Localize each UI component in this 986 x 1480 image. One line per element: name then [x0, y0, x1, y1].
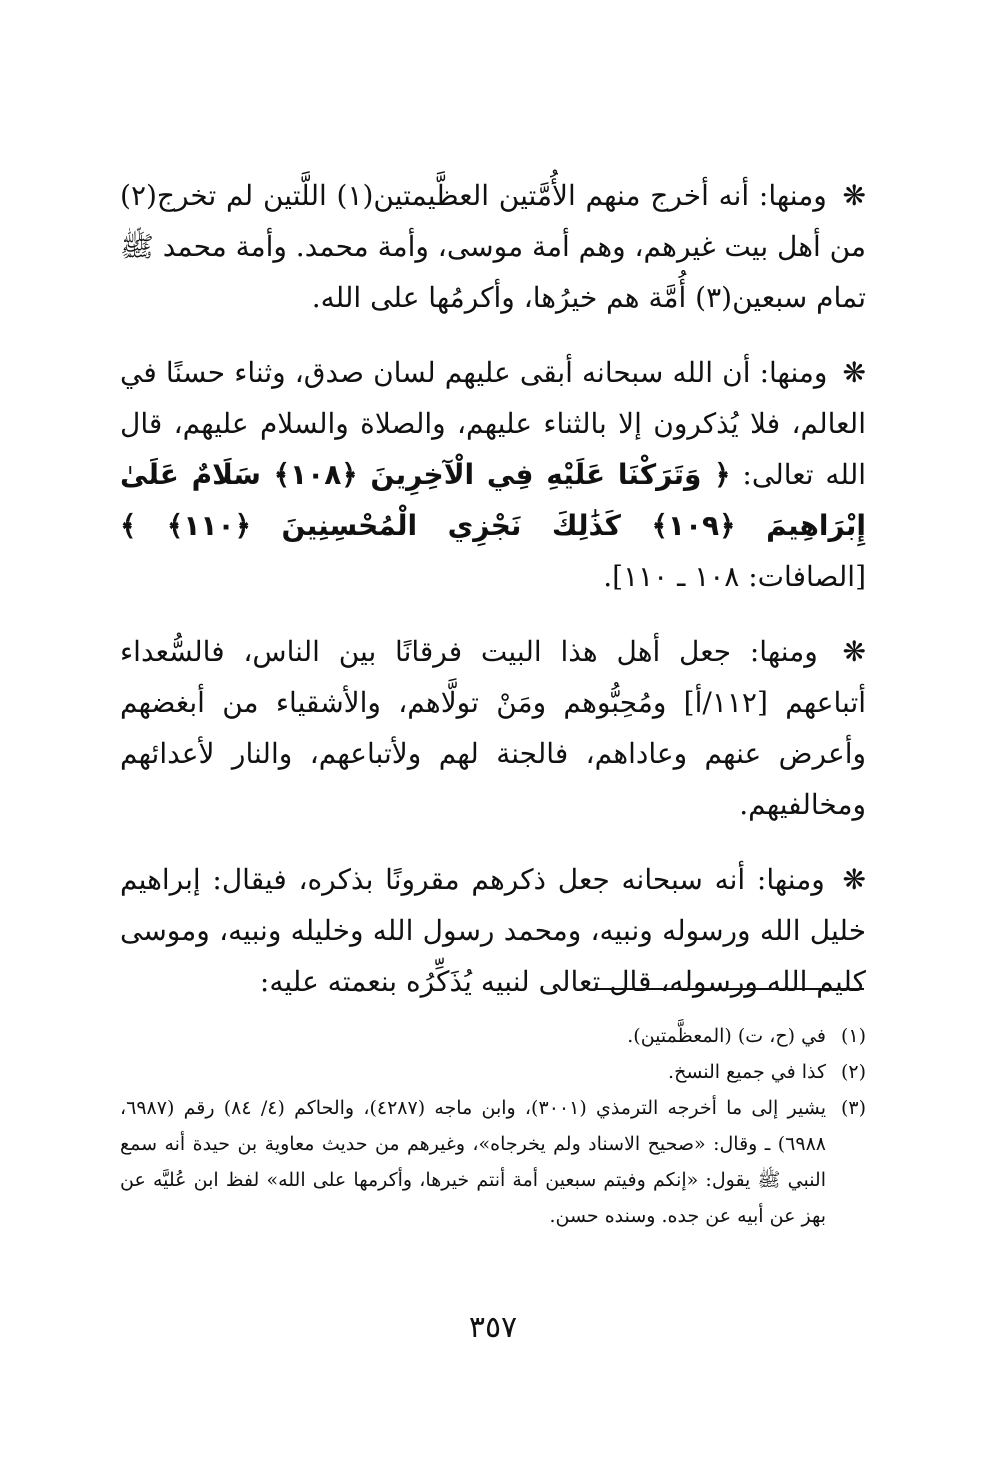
paragraph-4 [120, 854, 866, 1007]
quran-verse: ﴿ وَتَرَكْنَا عَلَيْهِ فِي الْآخِرِينَ ﴿١٠٨﴾ سَلَامٌ عَلَىٰ إِبْرَاهِيمَ ﴿١٠٩﴾ كَذَٰلِكَ نَجْزِي الْمُحْسِنِينَ ﴿١١٠﴾ ﴾ [120, 458, 866, 542]
paragraph-star-icon: ❋ [842, 179, 866, 212]
footnote-1 [120, 1018, 866, 1054]
paragraph-star-icon: ❋ [842, 863, 866, 896]
footnote-number: (٣) [840, 1097, 866, 1119]
footnote-divider [596, 988, 864, 990]
paragraph-star-icon: ❋ [842, 356, 866, 389]
paragraph-3 [120, 626, 866, 830]
footnote-3 [120, 1090, 866, 1234]
paragraph-text: ومنها: أنه سبحانه جعل ذكرهم مقرونًا بذكره، فيقال: إبراهيم خليل الله ورسوله ونبيه، ومحمد رسول الله وخليله ونبيه، وموسى كليم الله ورسوله، قال تعالى لنبيه يُذَكِّرُه بنعمته عليه: [120, 863, 866, 998]
paragraph-1 [120, 170, 866, 323]
footnote-2 [120, 1054, 866, 1090]
main-text [120, 170, 866, 1031]
paragraph-2 [120, 347, 866, 602]
paragraph-star-icon: ❋ [842, 635, 866, 668]
footnote-text: في (ح، ت) (المعظَّمتين). [627, 1025, 826, 1047]
verse-reference: [الصافات: ١٠٨ ـ ١١٠]. [603, 560, 866, 593]
footnote-number: (٢) [840, 1061, 866, 1083]
footnotes [120, 1018, 866, 1234]
footnote-number: (١) [840, 1025, 866, 1047]
footnote-text: كذا في جميع النسخ. [668, 1061, 826, 1083]
paragraph-text: ومنها: أنه أخرج منهم الأُمَّتين العظَّيمتين(١) اللَّتين لم تخرج(٢) من أهل بيت غيرهم، وهم أمة موسى، وأمة محمد. وأمة محمد ﷺ تمام سبعين(٣) أُمَّة هم خيرُها، وأكرمُها على الله. [120, 179, 866, 314]
page-number: ٣٥٧ [468, 1310, 518, 1345]
footnote-text: يشير إلى ما أخرجه الترمذي (٣٠٠١)، وابن ماجه (٤٢٨٧)، والحاكم (٤/ ٨٤) رقم (٦٩٨٧، ٦٩٨٨) ـ وقال: «صحيح الاسناد ولم يخرجاه»، وغيرهم من حديث معاوية بن حيدة أنه سمع النبي ﷺ يقول: «إنكم وفيتم سبعين أمة أنتم خيرها، وأكرمها على الله» لفظ ابن عُليَّه عن بهز عن أبيه عن جده. وسنده حسن. [120, 1097, 826, 1227]
paragraph-text: ومنها: جعل أهل هذا البيت فرقانًا بين الناس، فالسُّعداء أتباعهم [١١٢/أ] ومُحِبُّوهم ومَنْ تولَّاهم، والأشقياء من أبغضهم وأعرض عنهم وعاداهم، فالجنة لهم ولأتباعهم، والنار لأعدائهم ومخالفيهم. [120, 635, 867, 821]
paragraph-text: ومنها: أن الله سبحانه أبقى عليهم لسان صدق، وثناء حسنًا في العالم، فلا يُذكرون إلا بالثناء عليهم، والصلاة والسلام عليهم، قال الله تعالى: [120, 356, 867, 491]
